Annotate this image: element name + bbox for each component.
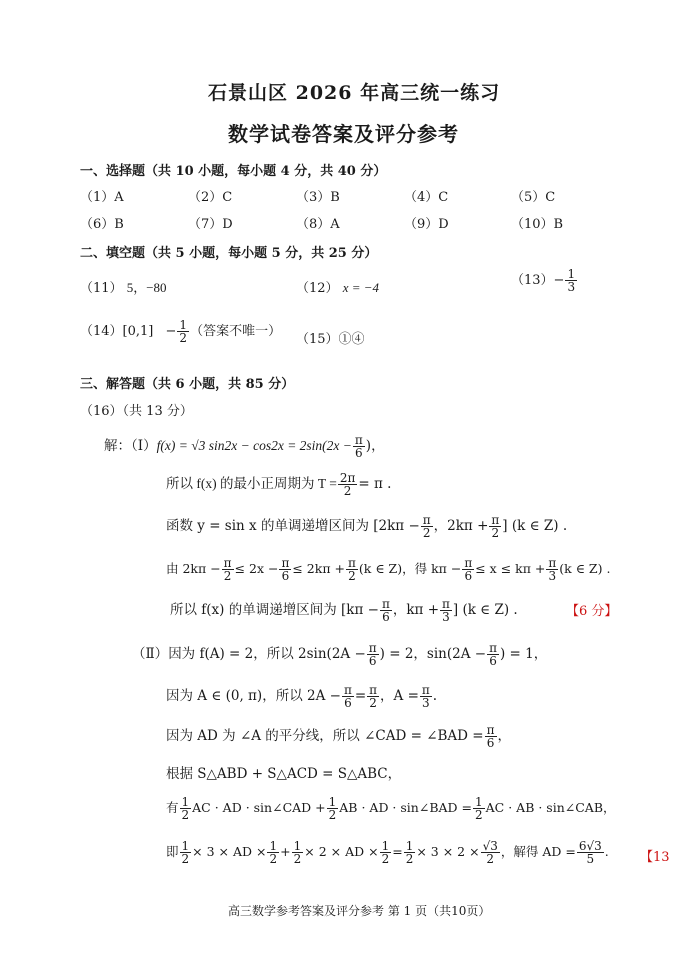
- frac-num: π: [464, 556, 473, 570]
- answer-13-fraction: [565, 268, 577, 293]
- score-badge-13: 【13: [640, 850, 670, 865]
- frac-den: 2: [475, 808, 483, 822]
- answer-1: （1）A: [80, 190, 124, 205]
- frac: [222, 557, 234, 582]
- page-title: 石景山区 2026 年高三统一练习: [208, 82, 501, 104]
- q16-part2-l2-a: 因为 A ∈ (0, π)，所以 2A −: [166, 688, 341, 704]
- answer-12: [296, 277, 379, 296]
- frac-den: 2: [381, 852, 390, 866]
- frac-den: 2: [181, 808, 190, 822]
- frac-den: 2: [343, 484, 352, 498]
- frac-num: π: [354, 433, 363, 447]
- frac: [404, 840, 416, 865]
- q16-part1-l5-a: 所以 f(x) 的单调递增区间为 [kπ −: [170, 602, 379, 618]
- frac-den: 6: [344, 696, 352, 710]
- q16-part2-lead: （Ⅱ）: [132, 646, 169, 662]
- frac-num: 6√3: [578, 839, 602, 853]
- answer-13-num: 1: [567, 267, 576, 281]
- frac-den: 2: [486, 852, 495, 866]
- q16-part2-line1: [132, 642, 547, 667]
- frac-num: 1: [475, 795, 483, 809]
- q16-part2-l5-b: AC · AD · sin∠CAD +: [192, 800, 326, 815]
- frac-num: π: [381, 597, 390, 611]
- frac: [421, 514, 433, 539]
- q16-part2-line5: [166, 796, 616, 821]
- answer-5: （5）C: [511, 190, 556, 205]
- frac: [577, 840, 604, 865]
- frac: [267, 840, 279, 865]
- frac-den: 6: [355, 446, 363, 460]
- frac-den: 6: [489, 654, 497, 668]
- answer-13-label: （13）: [511, 273, 554, 288]
- frac-den: 2: [269, 852, 278, 866]
- frac-den: 6: [368, 654, 377, 668]
- frac-den: 6: [382, 610, 390, 624]
- q16-part1-lead: 解：（Ⅰ）: [104, 438, 157, 454]
- q16-part1-l4-f: (k ∈ Z) .: [559, 561, 611, 576]
- q16-part2-l2-b: =: [354, 688, 367, 704]
- q16-heading: （16）（共 13 分）: [80, 404, 193, 419]
- frac-num: π: [223, 556, 232, 570]
- q16-part1-l2-a: 所以 f(x) 的最小正周期为 T =: [166, 476, 337, 491]
- answer-14-den: 2: [179, 331, 188, 345]
- q16-part1-l2-frac: [338, 472, 358, 497]
- q16-part2-line2: [166, 684, 437, 709]
- answer-11-label: （11）: [80, 281, 123, 296]
- answer-3: （3）B: [296, 190, 340, 205]
- q16-part2-l1-a: 因为 f(A) = 2，所以 2sin(2A −: [168, 646, 366, 662]
- frac-num: 1: [181, 795, 190, 809]
- frac: [489, 514, 501, 539]
- frac-num: π: [486, 723, 495, 737]
- q16-part2-l6-d: × 2 × AD ×: [304, 844, 379, 859]
- frac-num: 1: [269, 839, 278, 853]
- q16-part1-l5-c: ] (k ∈ Z) .: [452, 602, 518, 618]
- q16-part2-l6-f: × 3 × 2 ×: [416, 844, 480, 859]
- frac-den: 6: [464, 569, 473, 583]
- answer-14-label: （14）: [80, 324, 123, 339]
- answer-14-fraction: [177, 319, 189, 344]
- frac: [180, 840, 192, 865]
- frac: [279, 557, 291, 582]
- frac-num: 2π: [339, 471, 356, 485]
- frac: [420, 684, 432, 709]
- frac-den: 2: [422, 526, 431, 540]
- frac: [473, 796, 485, 821]
- q16-part2-l3-b: ，: [497, 728, 511, 744]
- frac-num: 1: [405, 839, 414, 853]
- q16-part2-l6-a: 即: [166, 844, 179, 859]
- frac-num: π: [489, 641, 497, 655]
- answer-13: [511, 268, 578, 293]
- frac-num: π: [422, 513, 431, 527]
- frac-den: 2: [369, 696, 377, 710]
- frac-num: π: [442, 597, 450, 611]
- frac-den: 2: [328, 808, 337, 822]
- answer-12-value: x = −4: [342, 280, 380, 295]
- q16-part1-l4-d: (k ∈ Z)，得 kπ −: [358, 561, 462, 576]
- frac: [481, 840, 500, 865]
- frac-num: √3: [482, 839, 498, 853]
- page-subtitle: 数学试卷答案及评分参考: [228, 122, 459, 146]
- answer-2: （2）C: [188, 190, 233, 205]
- frac-num: π: [548, 556, 557, 570]
- q16-part1-l4-a: 由 2kπ −: [166, 561, 221, 576]
- answer-13-den: 3: [567, 280, 576, 294]
- q16-part1-l4-e: ≤ x ≤ kπ +: [475, 561, 546, 576]
- answer-14-value: [0,1]: [122, 324, 154, 339]
- frac-num: 1: [293, 839, 302, 853]
- frac-den: 5: [586, 852, 595, 866]
- q16-part2-l6-c: +: [280, 844, 291, 859]
- frac-num: 1: [181, 839, 190, 853]
- q16-part2-l1-c: ) = 1，: [499, 646, 548, 662]
- frac-num: π: [421, 683, 430, 697]
- frac: [346, 557, 358, 582]
- section-3-heading: 三、解答题（共 6 小题，共 85 分）: [80, 377, 295, 392]
- frac-num: π: [343, 683, 352, 697]
- frac-num: π: [368, 641, 377, 655]
- q16-part2-l5-c: AB · AD · sin∠BAD =: [339, 800, 473, 815]
- frac-den: 3: [442, 610, 450, 624]
- frac-num: 1: [328, 795, 337, 809]
- q16-part2-l2-c: ，A =: [380, 688, 419, 704]
- frac-den: 2: [181, 852, 190, 866]
- frac-num: π: [491, 513, 500, 527]
- q16-part1-l4-c: ≤ 2kπ +: [292, 561, 345, 576]
- frac-num: 1: [381, 839, 390, 853]
- q16-part2-l6-e: =: [392, 844, 403, 859]
- frac: [487, 642, 499, 667]
- answer-14-note: （答案不唯一）: [190, 324, 282, 339]
- frac-num: π: [348, 556, 356, 570]
- frac-den: 2: [348, 569, 356, 583]
- q16-part2-l1-b: ) = 2，sin(2A −: [379, 646, 487, 662]
- answer-15: [296, 328, 365, 347]
- answer-10: （10）B: [511, 217, 564, 232]
- frac: [546, 557, 558, 582]
- frac: [380, 840, 392, 865]
- q16-part2-l5-d: AC · AB · sin∠CAB，: [485, 800, 616, 815]
- answer-14-num: 1: [179, 318, 188, 332]
- frac-den: 6: [281, 569, 290, 583]
- q16-part2-line6: [166, 840, 609, 865]
- q16-part1-l2-b: = π .: [358, 476, 392, 492]
- q16-part2-l6-h: .: [604, 844, 609, 859]
- q16-part1-l3-b: ，2kπ +: [433, 518, 489, 534]
- answer-7: （7）D: [188, 217, 233, 232]
- q16-part2-l2-d: .: [432, 688, 438, 704]
- answer-4: （4）C: [404, 190, 449, 205]
- frac: [367, 684, 379, 709]
- frac-den: 2: [293, 852, 302, 866]
- q16-part1-line2: [166, 472, 391, 497]
- q16-part2-line4: 根据 S△ABD + S△ACD = S△ABC，: [166, 766, 402, 782]
- answer-8: （8）A: [296, 217, 340, 232]
- q16-part1-line1: [104, 434, 385, 459]
- q16-part1-l1-b: )，: [365, 438, 385, 454]
- answer-6: （6）B: [80, 217, 124, 232]
- answer-9: （9）D: [404, 217, 449, 232]
- frac-num: π: [369, 683, 378, 697]
- answer-15-label: （15）: [296, 332, 339, 347]
- frac: [342, 684, 354, 709]
- frac: [462, 557, 474, 582]
- q16-part1-l3-c: ] (k ∈ Z) .: [502, 518, 568, 534]
- frac-den: 3: [548, 569, 557, 583]
- frac: [380, 598, 392, 623]
- frac-den: 2: [405, 852, 414, 866]
- q16-part1-line3: [166, 514, 567, 539]
- page-footer: 高三数学参考答案及评分参考 第 1 页（共10页）: [228, 904, 491, 918]
- q16-part2-line3: [166, 724, 511, 749]
- frac: [485, 724, 497, 749]
- frac: [292, 840, 304, 865]
- frac: [180, 796, 192, 821]
- frac-den: 2: [491, 526, 500, 540]
- answer-11: [80, 277, 167, 296]
- score-badge-6: 【6 分】: [566, 604, 618, 619]
- frac-den: 2: [223, 569, 232, 583]
- q16-part2-l6-b: × 3 × AD ×: [192, 844, 267, 859]
- section-1-heading: 一、选择题（共 10 小题，每小题 4 分，共 40 分）: [80, 164, 387, 179]
- q16-part1-l3-a: 函数 y = sin x 的单调递增区间为 [2kπ −: [166, 518, 420, 534]
- q16-part2-l5-a: 有: [166, 800, 179, 815]
- answer-15-value: ①④: [338, 332, 365, 347]
- q16-part2-l6-g: ，解得 AD =: [500, 844, 576, 859]
- frac: [367, 642, 379, 667]
- q16-part1-l4-b: ≤ 2x −: [234, 561, 279, 576]
- q16-part1-line4: [166, 557, 610, 582]
- q16-part1-l5-b: ，kπ +: [392, 602, 439, 618]
- answer-13-sign: −: [553, 273, 565, 288]
- q16-part2-l3-a: 因为 AD 为 ∠A 的平分线，所以 ∠CAD = ∠BAD =: [166, 728, 484, 744]
- frac: [327, 796, 339, 821]
- section-2-heading: 二、填空题（共 5 小题，每小题 5 分，共 25 分）: [80, 246, 378, 261]
- q16-part1-l1-frac: [353, 434, 365, 459]
- frac: [440, 598, 452, 623]
- frac-den: 6: [486, 736, 495, 750]
- frac-den: 3: [422, 696, 430, 710]
- frac-num: π: [281, 556, 290, 570]
- answer-14-sign: −: [165, 324, 177, 339]
- q16-part1-line5: [170, 598, 518, 623]
- answer-12-label: （12）: [296, 281, 339, 296]
- q16-part1-l1-a: f(x) = √3 sin2x − cos2x = 2sin(2x −: [156, 438, 352, 453]
- answer-11-value: 5，−80: [126, 280, 167, 295]
- answer-14: [80, 319, 281, 344]
